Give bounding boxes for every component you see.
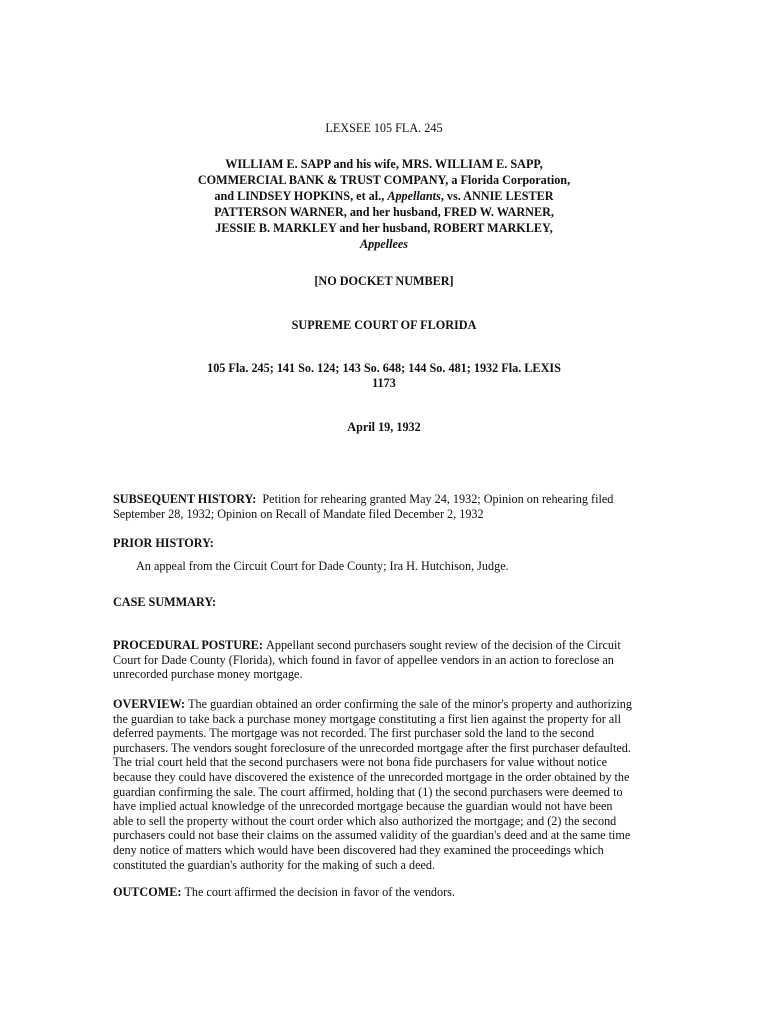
subsequent-history (113, 492, 633, 521)
court-name: SUPREME COURT OF FLORIDA (291, 318, 477, 332)
vs-text: , vs. ANNIE LESTER (440, 189, 554, 203)
prior-history-label: PRIOR HISTORY: (113, 536, 214, 550)
overview (113, 697, 633, 872)
outcome (113, 885, 633, 900)
citation (113, 361, 655, 391)
appellants-word: Appellants (387, 189, 441, 203)
outcome-label: OUTCOME: (113, 885, 182, 899)
procedural-posture-text: Appellant second purchasers sought review of the decision of the Circuit Court for Dade County (Florida), which found in favor of appellee vendors in an action to foreclose an unrecorded purchase money mortgage. (113, 638, 621, 682)
subsequent-history-text: Petition for rehearing granted May 24, 1932; Opinion on rehearing filed September 28, 1932; Opinion on Recall of Mandate filed December 2, 1932 (113, 492, 614, 521)
lexsee-reference: LEXSEE 105 FLA. 245 (325, 121, 443, 135)
procedural-posture-label: PROCEDURAL POSTURE: (113, 638, 263, 652)
citation-line-2: 1173 (372, 376, 396, 390)
prior-history-text: An appeal from the Circuit Court for Dade County; Ira H. Hutchison, Judge. (136, 559, 509, 573)
case-parties (113, 156, 655, 252)
parties-line-5: JESSIE B. MARKLEY and her husband, ROBERT MARKLEY, (215, 221, 553, 235)
decision-date: April 19, 1932 (347, 420, 421, 434)
procedural-posture (113, 638, 633, 682)
appellees-word: Appellees (359, 237, 409, 251)
docket-number: [NO DOCKET NUMBER] (314, 274, 454, 288)
parties-line-3 (113, 188, 655, 204)
case-summary-label: CASE SUMMARY: (113, 595, 217, 609)
parties-line-2: COMMERCIAL BANK & TRUST COMPANY, a Florida Corporation, (197, 173, 571, 187)
parties-line-4: PATTERSON WARNER, and her husband, FRED W. WARNER, (214, 205, 554, 219)
overview-text: The guardian obtained an order confirming the sale of the minor's property and authorizing the guardian to take back a purchase money mortgage constituting a first lien against the property for all deferred payments. The mortgage was not recorded. The first purchaser sold the land to the second purchasers. The vendors sought foreclosure of the unrecorded mortgage after the first purchaser defaulted. The trial court held that the second purchasers were not bona fide purchasers for value without notice because they could have discovered the existence of the unrecorded mortgage in the order obtained by the guardian confirming the sale. The court affirmed, holding that (1) the second purchasers were deemed to have implied actual knowledge of the unrecorded mortgage because the guardian would not have been able to sell the property without the court order which also authorized the mortgage; and (2) the second purchasers could not base their claims on the assumed validity of the guardian's deed and at the same time deny notice of matters which would have been discovered had they examined the proceedings which constituted the guardian's authority for the making of such a deed. (113, 697, 632, 872)
subsequent-history-label: SUBSEQUENT HISTORY: (113, 492, 257, 506)
citation-line-1: 105 Fla. 245; 141 So. 124; 143 So. 648; 144 So. 481; 1932 Fla. LEXIS (207, 361, 561, 375)
outcome-text: The court affirmed the decision in favor of the vendors. (184, 885, 455, 899)
parties-line-3-text: and LINDSEY HOPKINS, et al., (214, 189, 388, 203)
appellees-line (113, 236, 655, 252)
overview-label: OVERVIEW: (113, 697, 186, 711)
parties-line-1: WILLIAM E. SAPP and his wife, MRS. WILLIAM E. SAPP, (225, 157, 543, 171)
